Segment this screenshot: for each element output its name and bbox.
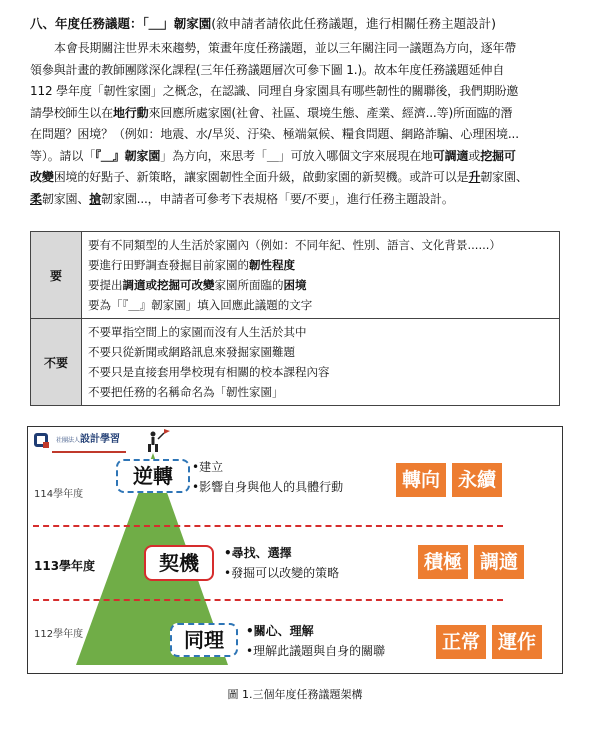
para-line [30,146,562,168]
no-item: 不要單指空間上的家園而沒有人生活於其中 [88,325,307,339]
row-bold: 困境 [283,278,307,292]
heading-prefix: 八、年度任務議題：「＿」 [30,16,174,31]
para-bold: 挖掘可 [480,148,516,163]
para-text: 韌家園、 [41,191,90,206]
para-text: 請學校師生以在 [30,105,113,120]
tag-sustain: 永續 [452,463,502,497]
tag-active: 積極 [418,545,468,579]
no-label: 不要 [31,319,82,406]
year-114-label: 114學年度 [34,489,84,500]
para-bold: 『＿』韌家園 [95,148,161,163]
framework-figure [27,426,563,674]
bullet: •影響自身與他人的具體行動 [192,480,344,494]
table-row-yes [31,232,560,319]
climber-icon [148,429,170,452]
bullet: •發掘可以改變的策略 [224,566,340,580]
row-bold: 調適或挖掘可改變 [122,278,215,292]
divider-line [33,525,503,527]
para-text: 困境的好點子、新策略，讓家園韌性全面升級，啟動家園的新契機。或許可以是 [53,170,469,184]
logo-name: 設計學習 [80,433,121,445]
top-bullets [192,457,343,497]
yes-item [88,255,553,275]
para-line [30,167,562,189]
figure-caption: 圖 1.三個年度任務議題架構 [227,688,363,701]
logo-small: 社團法人 [56,436,81,444]
para-underline: 搶 [89,191,102,206]
para-line: 在問題？困境？（例如：地震、水/旱災、汙染、極端氣候、糧食問題、網路詐騙、心理困境... [30,127,519,141]
row-text: 要提出 [88,278,123,292]
divider-line [33,599,503,601]
no-item: 不要只是直接套用學校現有相關的校本課程內容 [88,365,330,379]
para-line [30,103,562,125]
para-line: 領參與計畫的教師團隊深化課程(三年任務議題層次可參下圖 1.)。故本年度任務議題延伸自 [30,62,505,77]
logo-text [56,435,120,446]
intro-paragraph [30,38,562,210]
bot-bullets [246,621,385,661]
tag-normal: 正常 [436,625,486,659]
tag-operate: 運作 [492,625,542,659]
heading-note: (敘申請者請依此任務議題，進行相關任務主題設計) [211,16,497,31]
stage-opportunity: 契機 [144,545,214,581]
row-bold: 韌性程度 [249,258,295,272]
logo-underline [52,451,126,453]
stage-reverse: 逆轉 [116,459,190,493]
yes-item [88,275,553,295]
stage-empathy: 同理 [170,623,238,657]
yes-item: 要有不同類型的人生活於家園內（例如：不同年紀、性別、語言、文化背景......） [88,238,501,252]
para-text: 韌家園...，申請者可參考下表規格「要/不要」，進行任務主題設計。 [101,191,454,206]
org-logo [34,433,120,447]
no-item: 不要把任務的名稱命名為「韌性家園」 [88,385,284,399]
section-heading [30,14,496,34]
para-line [30,189,562,211]
requirements-table [30,231,560,406]
no-item: 不要只從新聞或網路訊息來發掘家園難題 [88,345,295,359]
para-underline: 柔 [30,191,42,206]
row-text: 要進行田野調查發掘目前家園的 [88,258,249,272]
para-bold: 可調適 [432,148,469,163]
para-line: 本會長期關注世界未來趨勢，策畫年度任務議題，並以三年關注同一議題為方向，逐年帶 [54,41,517,55]
para-line: 112 學年度「韌性家園」之概念，在認識、同理自身家園具有哪些韌性的關聯後，我們期盼邀 [30,84,519,98]
row-text: 家園所面臨的 [214,278,284,292]
bullet: •理解此議題與自身的關聯 [246,644,386,658]
yes-item: 要為「『＿』韌家園」填入回應此議題的文字 [88,298,313,312]
tag-adapt: 調適 [474,545,524,579]
tag-turn: 轉向 [396,463,446,497]
table-row-no [31,319,560,406]
mid-bullets [224,543,339,583]
para-underline: 升 [468,170,481,184]
para-text: 或 [468,148,481,163]
para-bold: 改變 [30,170,54,184]
para-text: 」為方向，來思考「＿」可放入哪個文字來展現在地 [160,148,433,163]
para-bold: 地行動 [112,105,149,120]
year-113-label: 113學年度 [34,559,96,573]
para-text: 韌家園、 [480,170,528,184]
bullet: •關心、理解 [246,624,314,638]
bullet: •建立 [192,460,224,474]
no-items [82,319,560,406]
year-112-label: 112學年度 [34,629,84,640]
logo-icon [34,433,48,447]
bullet: •尋找、選擇 [224,546,292,560]
yes-items [82,232,560,319]
heading-title: 韌家園 [173,16,212,31]
yes-label: 要 [31,232,82,319]
para-text: 等）。請以「 [30,148,96,163]
para-text: 來回應所處家園(社會、社區、環境生態、產業、經濟...等)所面臨的潛 [148,105,513,120]
